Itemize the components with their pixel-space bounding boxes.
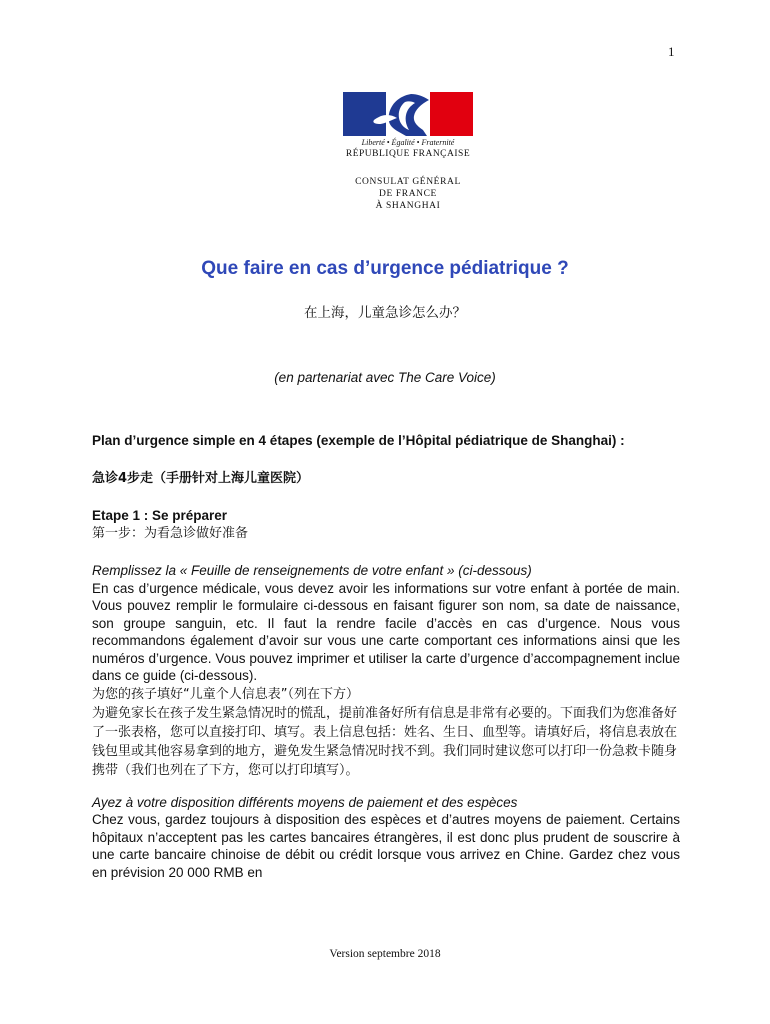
step1-title-cn: 第一步：为看急诊做好准备: [92, 526, 249, 541]
plan-heading: Plan d’urgence simple en 4 étapes (exemple de l’Hôpital pédiatrique de Shanghai) :: [92, 433, 625, 448]
consulate-line: À SHANGHAI: [375, 201, 441, 211]
partnership-note: (en partenariat avec The Care Voice): [274, 370, 496, 385]
consulate-line: DE FRANCE: [379, 189, 437, 199]
document-title: Que faire en cas d’urgence pédiatrique ?: [201, 258, 569, 279]
page-number: 1: [668, 44, 675, 59]
consulate-label: [320, 176, 496, 212]
consulate-line: CONSULAT GÉNÉRAL: [355, 177, 461, 187]
document-title-cn: 在上海，儿童急诊怎么办？: [304, 305, 466, 320]
section2-heading: Ayez à votre disposition différents moyens de paiement et des espèces: [92, 794, 518, 810]
marianne-flag-icon: [343, 92, 473, 136]
section1-heading-cn: 为您的孩子填好“儿童个人信息表”（列在下方）: [92, 686, 359, 702]
document-body: [92, 432, 680, 881]
section2-body: Chez vous, gardez toujours à disposition des espèces et d’autres moyens de paiement. Certains hôpitaux n’acceptent pas les cartes bancaires étrangères, il est donc plus prudent de souscrire à une carte bancaire chinoise de débit ou crédit lorsque vous arrivez en Chine. Gardez chez vous en prévision 20 000 RMB en: [92, 812, 680, 880]
republique-francaise-label: RÉPUBLIQUE FRANÇAISE: [345, 149, 471, 159]
section1-heading: Remplissez la « Feuille de renseignements de votre enfant » (ci-dessous): [92, 563, 532, 578]
version-footer: Version septembre 2018: [329, 948, 441, 960]
section1-body-cn: 为避免家长在孩子发生紧急情况时的慌乱，提前准备好所有信息是非常有必要的。下面我们为您准备好了一张表格，您可以直接打印、填写。表上信息包括：姓名、生日、血型等。请填好后，将信息表放在钱包里或其他容易拿到的地方，避免发生紧急情况时找不到。我们同时建议您可以打印一份急救卡随身携带（我们也列在了下方，您可以打印填写）。: [92, 705, 678, 778]
step1-title: Etape 1 : Se préparer: [92, 507, 228, 523]
plan-heading-cn: 急诊4步走（手册针对上海儿童医院）: [92, 470, 310, 486]
section1-body: En cas d’urgence médicale, vous devez avoir les informations sur votre enfant à portée de main. Vous pouvez remplir le formulaire ci-dessous en faisant figurer son nom, sa date de naissance, son groupe sanguin, etc. Il faut la rendre facile d’accès en cas d’urgence. Nous vous recommandons également d’avoir sur vous une carte comportant ces informations ainsi que les numéros d’urgence. Vous pouvez imprimer et utiliser la carte d’urgence d’accompagnement inclue dans ce guide (ci-dessous).: [92, 580, 680, 683]
motto: Liberté • Égalité • Fraternité: [361, 138, 455, 147]
